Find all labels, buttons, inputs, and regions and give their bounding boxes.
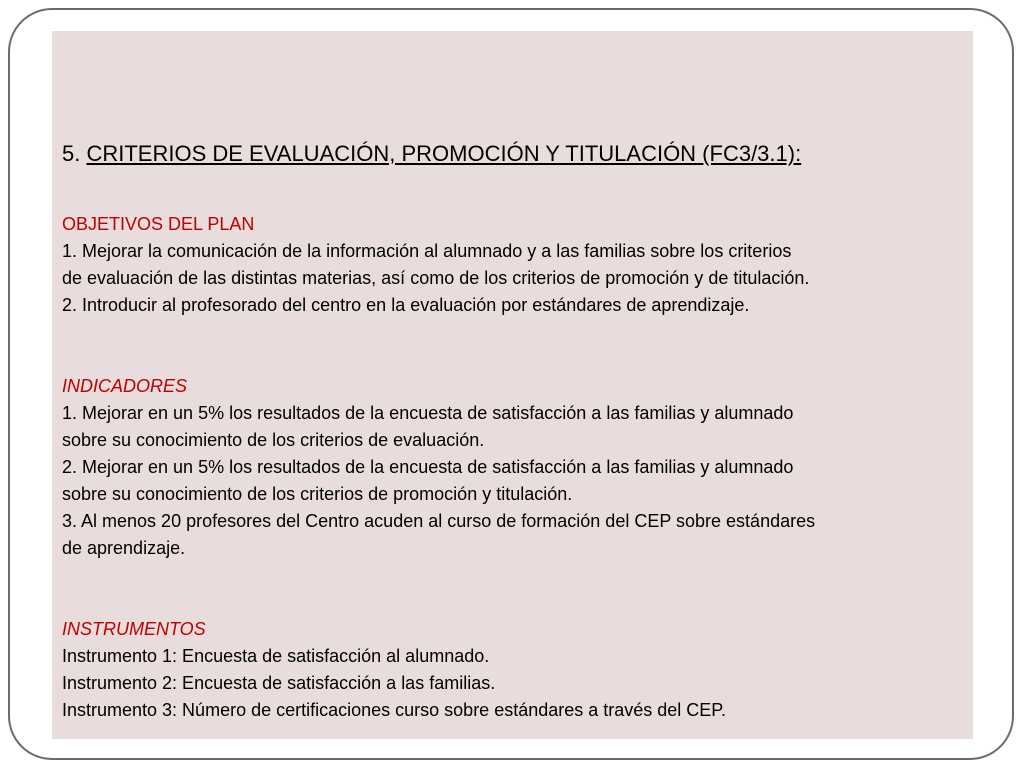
indicadores-line: 1. Mejorar en un 5% los resultados de la encuesta de satisfacción a las familias y alumnado <box>62 403 794 423</box>
objetivos-line: 2. Introducir al profesorado del centro en la evaluación por estándares de aprendizaje. <box>62 295 750 315</box>
instrumentos-line: Instrumento 3: Número de certificaciones curso sobre estándares a través del CEP. <box>62 700 726 720</box>
instrumentos-line: Instrumento 1: Encuesta de satisfacción al alumnado. <box>62 646 490 666</box>
objetivos-heading: OBJETIVOS DEL PLAN <box>62 214 255 234</box>
indicadores-line: sobre su conocimiento de los criterios de promoción y titulación. <box>62 484 573 504</box>
instrumentos-heading: INSTRUMENTOS <box>62 619 206 639</box>
indicadores-line: 2. Mejorar en un 5% los resultados de la encuesta de satisfacción a las familias y alumnado <box>62 457 794 477</box>
instrumentos-line: Instrumento 2: Encuesta de satisfacción a las familias. <box>62 673 496 693</box>
objetivos-line: 1. Mejorar la comunicación de la información al alumnado y a las familias sobre los criterios <box>62 241 792 261</box>
slide-title <box>62 139 965 169</box>
content-panel <box>52 31 973 739</box>
title-number: 5. <box>62 141 81 166</box>
indicadores-section <box>62 373 965 562</box>
objetivos-section <box>62 211 965 319</box>
indicadores-line: sobre su conocimiento de los criterios de evaluación. <box>62 430 485 450</box>
indicadores-line: de aprendizaje. <box>62 538 186 558</box>
indicadores-heading: INDICADORES <box>62 376 188 396</box>
instrumentos-section <box>62 616 965 724</box>
title-text: CRITERIOS DE EVALUACIÓN, PROMOCIÓN Y TITULACIÓN (FC3/3.1): <box>86 141 802 166</box>
indicadores-line: 3. Al menos 20 profesores del Centro acuden al curso de formación del CEP sobre estándares <box>62 511 816 531</box>
objetivos-line: de evaluación de las distintas materias, así como de los criterios de promoción y de titulación. <box>62 268 810 288</box>
